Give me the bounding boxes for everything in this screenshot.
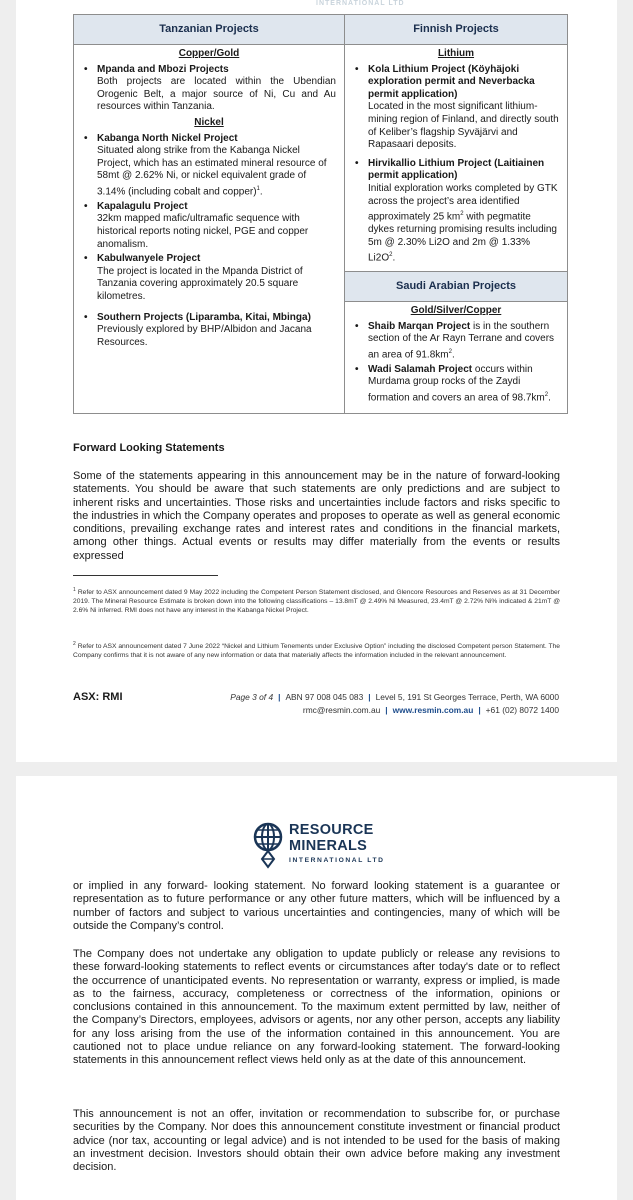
list-item xyxy=(84,253,336,303)
separator: | xyxy=(478,705,481,715)
mpanda-title: • Mpanda and Mbozi Projects xyxy=(97,63,229,75)
hirvikallio-text: Initial exploration works completed by GTK across the project’s area identified approximately 25 km xyxy=(368,182,558,223)
list-item xyxy=(355,321,559,362)
asx-ticker: ASX: RMI xyxy=(73,691,123,703)
address: Level 5, 191 St Georges Terrace, Perth, WA 6000 xyxy=(375,692,559,702)
logo-text-line1: RESOURCE xyxy=(289,822,374,838)
nickel-heading: Nickel xyxy=(194,116,224,128)
paragraph-1: or implied in any forward- looking statement. No forward looking statement is a guarantee or representation as to future performance or any other future matters, which will be influenced by a number of factors and subject to various uncertainties and contingencies, many of which will be outside the Company’s control. xyxy=(73,880,560,932)
document-page-4 xyxy=(16,776,617,1200)
logo-text-line3: INTERNATIONAL LTD xyxy=(289,857,385,864)
kapalagulu-text: 32km mapped mafic/ultramafic sequence with historical reports noting nickel, PGE and copper anomalism. xyxy=(97,213,309,250)
paragraph-3: This announcement is not an offer, invitation or recommendation to subscribe for, or purchase securities by the Company. Nor does this announcement constitute investment or financial product advice (nor tax, accounting or legal advice) and is not intended to be used for the basis of making an investment decision. Investors should obtain their own advice before making any investment decision. xyxy=(73,1108,560,1174)
kabanga-text: Situated along strike from the Kabanga Nickel Project, which has an estimated mineral resource of 58mt @ 2.62% Ni, or nickel equivalent grade of 3.14% (including cobalt and copper) xyxy=(97,145,327,198)
footnote-2 xyxy=(73,640,560,660)
footnote-1 xyxy=(73,586,560,615)
list-item xyxy=(355,64,559,152)
paragraph-2: The Company does not undertake any obligation to update publicly or release any revisions to these forward-looking statements to reflect events or circumstances after today's date or to reflect the occurrence of unanticipated events. No representation or warranty, express or implied, is made as to the fairness, accuracy, completeness or correctness of the information, opinions or conclusions contained in this announcement. To the maximum extent permitted by law, neither of the Company’s Directors, employees, advisors or agents, nor any other person, accepts any liability for any loss arising from the use of the information contained in this announcement. You are cautioned not to place undue reliance on any forward-looking statement. The forward-looking statements in this announcement reflect views held only as at the date of this announcement. xyxy=(73,948,560,1067)
finnish-projects-header: Finnish Projects xyxy=(345,15,568,45)
southern-title: • Southern Projects (Liparamba, Kitai, Mbinga) xyxy=(97,311,311,323)
punctuation: . xyxy=(259,186,263,198)
email-link[interactable]: rmc@resmin.com.au xyxy=(302,705,381,715)
gold-silver-copper-heading: Gold/Silver/Copper xyxy=(410,305,502,316)
superscript: 2 xyxy=(460,211,464,218)
shaib-text: is in the southern section of the Ar Rayn Terrane and covers an area of 91.8km xyxy=(368,320,555,361)
list-item xyxy=(84,312,336,350)
mpanda-text: Both projects are located within the Ubendian Orogenic Belt, a major source of Ni, Cu and Au resources within Tanzania. xyxy=(97,76,336,113)
kabulwanyele-text: The project is located in the Mpanda District of Tanzania covering approximately 20.5 square kilometres. xyxy=(97,265,303,303)
kola-text: Located in the most significant lithium- mining region of Finland, and directly south of Keliber’s flagship Syväjärvi and Rapasaari deposits. xyxy=(368,101,559,151)
list-item xyxy=(84,133,336,199)
wadi-text: occurs within Murdama group rocks of the Zaydi formation and covers an area of 98.7km xyxy=(368,363,545,404)
lithium-heading: Lithium xyxy=(437,48,475,59)
kabanga-title: • Kabanga North Nickel Project xyxy=(97,132,238,144)
punctuation: . xyxy=(392,252,396,264)
tanzanian-projects-cell xyxy=(74,45,345,414)
hirvikallio-text-cont: with pegmatite dykes returning promising results including 5m @ 2.30% Li2O and 2m @ 1.33% Li2O xyxy=(368,211,557,264)
kola-title: • Kola Lithium Project (Köyhäjoki exploration permit and Neverbacka permit application) xyxy=(368,63,535,100)
separator: | xyxy=(385,705,388,715)
forward-looking-text: Some of the statements appearing in this announcement may be in the nature of forward-looking statements. You should be aware that such statements are only predictions and are subject to inherent risks and uncertainties. Those risks and uncertainties include factors and risks specific to the industries in which the Company operates and proposes to operate as well as general economic conditions, prevailing exchange rates and interest rates and conditions in the financial markets, among other things. Actual events or results may differ materially from the events or results expressed xyxy=(73,470,560,562)
hirvikallio-title: • Hirvikallio Lithium Project (Laitiainen permit application) xyxy=(368,157,545,182)
punctuation: . xyxy=(548,392,551,404)
page-number: Page 3 of 4 xyxy=(230,692,274,702)
finnish-projects-cell xyxy=(345,45,568,272)
forward-looking-heading: Forward Looking Statements xyxy=(73,442,225,454)
footnote-text: Refer to ASX announcement dated 9 May 2022 including the Competent Person Statement disclosed, and Glencore Resources and Reserves as at 31 December 2019. The Mineral Resource Estimate is broken down into the following classifications – 13.8mT @ 2.49% Ni Measured, 23.4mT @ 2.72% Ni% indicated & 21mT @ 2.6% Ni inferred. RMI does not have any interest in the Kabanga Nickel Project. xyxy=(73,589,560,615)
document-page-3 xyxy=(16,0,617,762)
list-item xyxy=(84,201,336,251)
footnote-number: 2 xyxy=(73,641,76,647)
footnote-number: 1 xyxy=(73,587,76,593)
page-footer xyxy=(166,691,559,717)
saudi-projects-cell xyxy=(345,302,568,414)
separator: | xyxy=(368,692,371,702)
wadi-title: Wadi Salamah Project xyxy=(368,363,473,375)
logo-text-line2: MINERALS xyxy=(289,838,368,854)
faded-logo-fragment: INTERNATIONAL LTD xyxy=(316,0,405,7)
phone: +61 (02) 8072 1400 xyxy=(485,705,559,715)
website-link[interactable]: www.resmin.com.au xyxy=(392,705,474,715)
separator: | xyxy=(278,692,281,702)
footnote-text: Refer to ASX announcement dated 7 June 2022 “Nickel and Lithium Tenements under Exclusive Option” including the disclosed Competent person Statement. The Company confirms that it is not aware of any new information or data that materially affects the information included in the relevant announcement. xyxy=(73,643,560,660)
abn: ABN 97 008 045 083 xyxy=(285,692,364,702)
superscript: 2 xyxy=(544,391,549,398)
saudi-projects-header: Saudi Arabian Projects xyxy=(345,272,568,302)
footnote-ref: 2 xyxy=(389,252,393,259)
copper-gold-heading: Copper/Gold xyxy=(178,48,240,59)
globe-logo-icon xyxy=(252,821,284,869)
list-item xyxy=(355,364,559,405)
superscript: 2 xyxy=(448,348,452,355)
kapalagulu-title: • Kapalagulu Project xyxy=(97,200,188,212)
list-item xyxy=(355,158,559,265)
southern-text: Previously explored by BHP/Albidon and Jacana Resources. xyxy=(97,324,312,348)
shaib-title: Shaib Marqan Project xyxy=(368,320,471,332)
projects-table xyxy=(73,14,568,414)
footnote-divider xyxy=(73,575,218,576)
kabulwanyele-title: • Kabulwanyele Project xyxy=(97,253,201,265)
tanzanian-projects-header: Tanzanian Projects xyxy=(74,15,345,45)
company-logo xyxy=(252,821,402,873)
punctuation: . xyxy=(451,349,455,361)
footnote-ref: 1 xyxy=(256,185,260,192)
list-item xyxy=(84,64,336,114)
